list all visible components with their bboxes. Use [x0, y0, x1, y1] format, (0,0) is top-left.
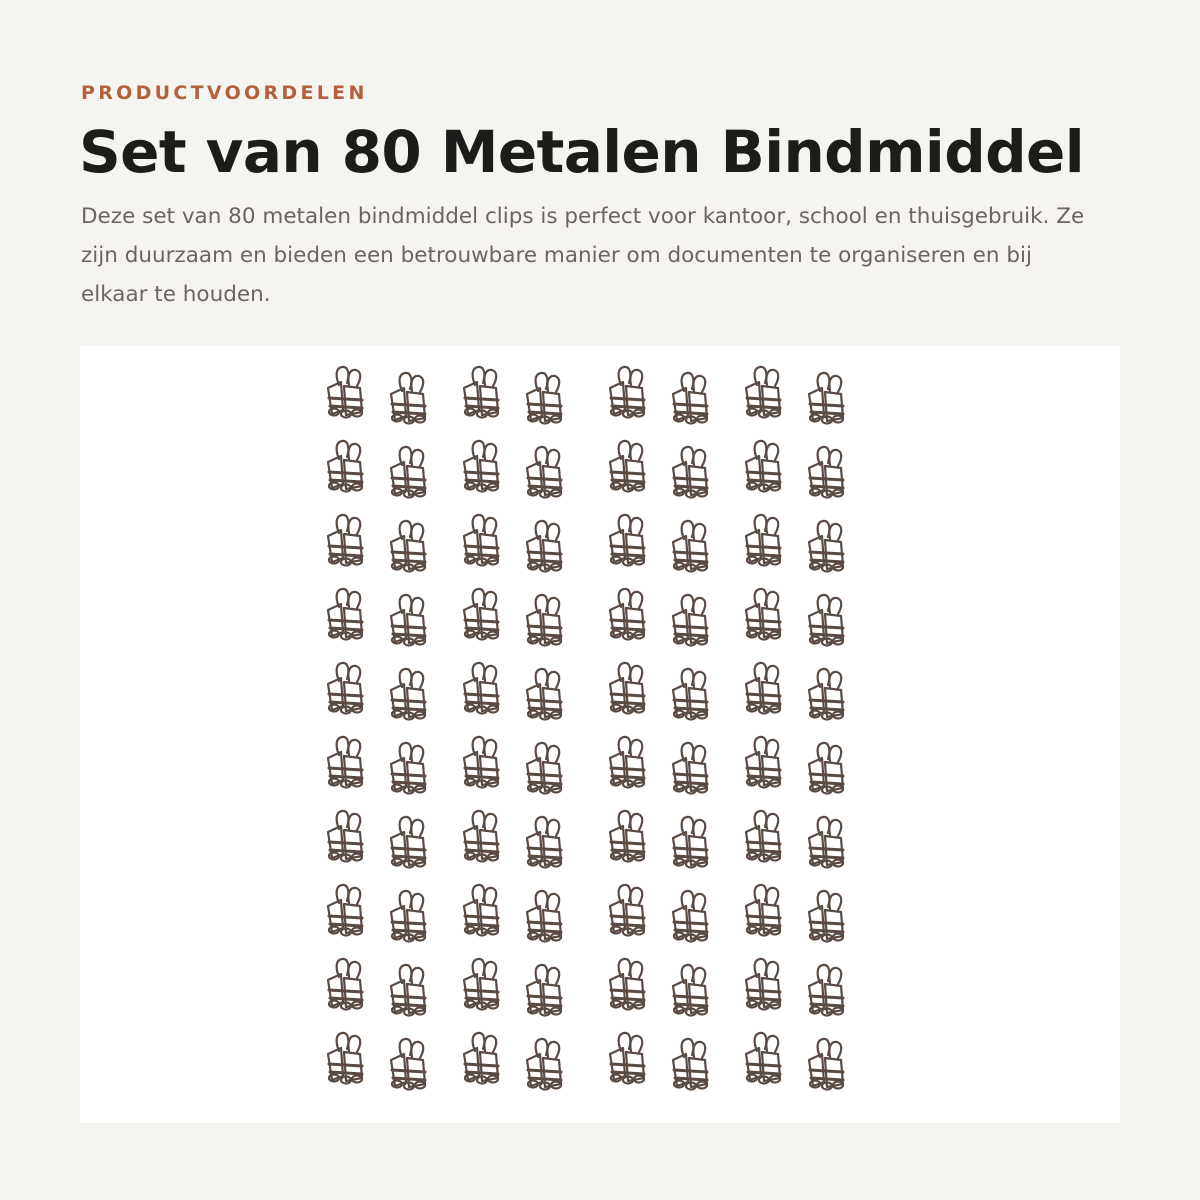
binder-clip-icon — [610, 589, 644, 640]
binder-clip-icon — [391, 1039, 425, 1090]
binder-clip-icon — [610, 737, 644, 788]
binder-clip-icon — [527, 743, 561, 794]
binder-clip-icon — [610, 959, 644, 1010]
binder-clip-icon — [746, 367, 780, 418]
binder-clip-icon — [391, 743, 425, 794]
binder-clip-icon — [464, 367, 498, 418]
binder-clip-icon — [391, 447, 425, 498]
binder-clip-icon — [527, 891, 561, 942]
binder-clip-icon — [746, 663, 780, 714]
binder-clip-icon — [809, 817, 843, 868]
binder-clip-icon — [673, 521, 707, 572]
binder-clip-icon — [673, 595, 707, 646]
binder-clip-icon — [746, 589, 780, 640]
binder-clip-icon — [391, 373, 425, 424]
binder-clip-icon — [527, 521, 561, 572]
binder-clip-icon — [527, 373, 561, 424]
binder-clip-icon — [464, 811, 498, 862]
binder-clip-icon — [328, 441, 362, 492]
binder-clip-icon — [746, 737, 780, 788]
binder-clip-icon — [610, 811, 644, 862]
binder-clip-icon — [328, 367, 362, 418]
binder-clip-icon — [464, 589, 498, 640]
binder-clip-icon — [809, 965, 843, 1016]
binder-clip-icon — [464, 737, 498, 788]
binder-clip-icon — [610, 367, 644, 418]
binder-clip-icon — [464, 515, 498, 566]
binder-clip-icon — [464, 885, 498, 936]
binder-clip-icon — [527, 595, 561, 646]
binder-clip-icon — [610, 663, 644, 714]
binder-clip-icon — [746, 1033, 780, 1084]
binder-clip-icon — [391, 891, 425, 942]
binder-clip-icon — [391, 669, 425, 720]
section-eyebrow: PRODUCTVOORDELEN — [81, 82, 368, 104]
binder-clip-icon — [527, 669, 561, 720]
binder-clip-icon — [610, 441, 644, 492]
binder-clip-icon — [527, 965, 561, 1016]
binder-clip-icon — [809, 891, 843, 942]
binder-clip-icon — [328, 885, 362, 936]
binder-clip-icon — [746, 811, 780, 862]
binder-clip-icon — [328, 959, 362, 1010]
binder-clip-icon — [746, 515, 780, 566]
binder-clip-icon — [610, 885, 644, 936]
binder-clip-icon — [673, 965, 707, 1016]
binder-clip-icon — [328, 663, 362, 714]
binder-clip-icon — [328, 515, 362, 566]
binder-clip-icon — [464, 441, 498, 492]
binder-clip-icon — [464, 1033, 498, 1084]
binder-clip-icon — [673, 743, 707, 794]
binder-clip-icon — [464, 663, 498, 714]
binder-clip-icon — [610, 1033, 644, 1084]
binder-clips-grid — [80, 346, 1120, 1123]
binder-clip-icon — [328, 737, 362, 788]
binder-clip-icon — [673, 447, 707, 498]
binder-clip-icon — [328, 589, 362, 640]
binder-clip-icon — [391, 965, 425, 1016]
binder-clip-icon — [391, 521, 425, 572]
binder-clip-icon — [673, 669, 707, 720]
binder-clip-icon — [809, 447, 843, 498]
product-image — [80, 346, 1120, 1123]
binder-clip-icon — [809, 595, 843, 646]
page-title: Set van 80 Metalen Bindmiddel — [79, 118, 1085, 186]
binder-clip-icon — [809, 373, 843, 424]
binder-clip-icon — [610, 515, 644, 566]
binder-clip-icon — [809, 1039, 843, 1090]
binder-clip-icon — [809, 521, 843, 572]
binder-clip-icon — [746, 441, 780, 492]
binder-clip-icon — [527, 817, 561, 868]
binder-clip-icon — [809, 743, 843, 794]
binder-clip-icon — [673, 1039, 707, 1090]
binder-clip-icon — [328, 811, 362, 862]
binder-clip-icon — [391, 595, 425, 646]
binder-clip-icon — [673, 817, 707, 868]
binder-clip-icon — [673, 891, 707, 942]
binder-clip-icon — [464, 959, 498, 1010]
binder-clip-icon — [746, 959, 780, 1010]
product-description: Deze set van 80 metalen bindmiddel clips is perfect voor kantoor, school en thuisgebruik. Ze zijn duurzaam en bieden een betrouwbare manier om documenten te organiseren en bij elkaar te houden. — [81, 204, 1085, 307]
binder-clip-icon — [527, 1039, 561, 1090]
binder-clip-icon — [673, 373, 707, 424]
binder-clip-icon — [527, 447, 561, 498]
binder-clip-icon — [746, 885, 780, 936]
binder-clip-icon — [391, 817, 425, 868]
binder-clip-icon — [328, 1033, 362, 1084]
binder-clip-icon — [809, 669, 843, 720]
